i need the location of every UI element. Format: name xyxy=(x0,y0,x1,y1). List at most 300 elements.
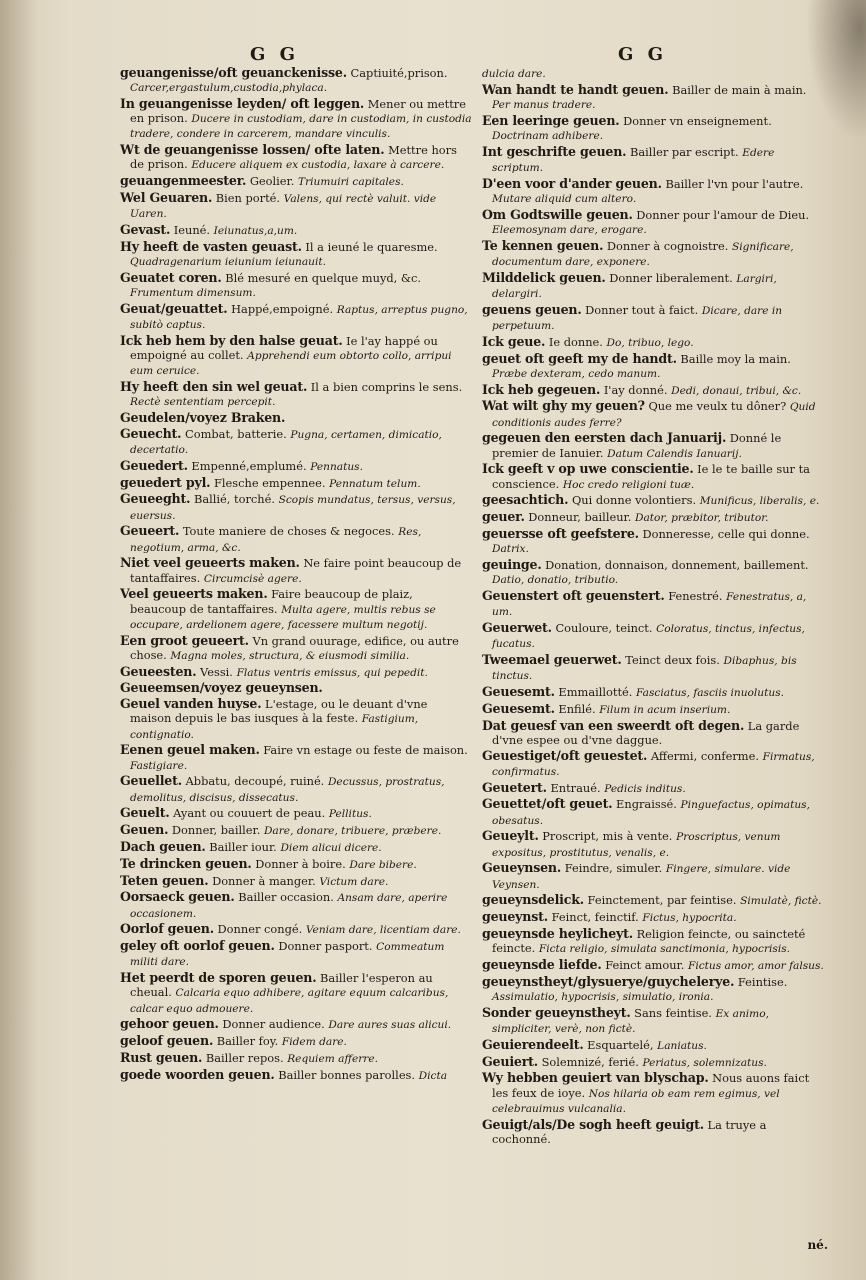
latin-gloss: Diem alicui dicere. xyxy=(280,841,382,854)
latin-gloss: Fidem dare. xyxy=(281,1036,347,1049)
latin-gloss: Munificus, liberalis, e. xyxy=(699,495,820,508)
headword: Geuesemt. xyxy=(482,683,555,699)
dictionary-entry xyxy=(482,781,827,796)
dictionary-entry xyxy=(120,459,472,474)
dictionary-entry xyxy=(120,840,472,855)
french-gloss: Solemnizé, ferié. xyxy=(541,1054,639,1069)
running-head-right: G G xyxy=(618,44,668,65)
latin-gloss: Pugna, certamen, dimicatio, decertatio. xyxy=(130,428,442,456)
headword: geesachtich. xyxy=(482,492,569,508)
headword: goede woorden geuen. xyxy=(120,1066,275,1082)
french-gloss: Ayant ou couuert de peau. xyxy=(173,806,326,821)
headword: Ick geeft v op uwe conscientie. xyxy=(482,461,694,477)
dictionary-entry xyxy=(120,890,472,920)
dictionary-entry xyxy=(482,399,827,429)
dictionary-entry xyxy=(482,1118,827,1146)
headword: Veel geueerts maken. xyxy=(120,586,268,602)
headword: Geuat/geuattet. xyxy=(120,300,228,316)
headword: Geuel vanden huyse. xyxy=(120,696,262,712)
headword: geueynsde liefde. xyxy=(482,956,602,972)
latin-gloss: Requiem afferre. xyxy=(287,1052,378,1065)
french-gloss: Ieuné. xyxy=(173,223,211,237)
dictionary-entry xyxy=(482,975,827,1004)
french-gloss: Teinct deux fois. xyxy=(625,652,720,667)
dictionary-entry xyxy=(120,66,472,95)
headword: Oorsaeck geuen. xyxy=(120,889,235,905)
dictionary-entry xyxy=(482,493,827,508)
headword: Geuigt/als/De sogh heeft geuigt. xyxy=(482,1116,704,1132)
dictionary-entry xyxy=(120,334,472,379)
headword: Om Godtswille geuen. xyxy=(482,206,633,222)
latin-gloss: Multa agere, multis rebus se occupare, ardelionem agere, facessere multum negotij. xyxy=(130,603,436,631)
dictionary-entry xyxy=(120,1068,472,1083)
french-gloss: Esquartelé, xyxy=(587,1037,654,1052)
headword: Een leeringe geuen. xyxy=(482,112,620,128)
headword: geuens geuen. xyxy=(482,301,582,317)
latin-gloss: Pinguefactus, opimatus, obesatus. xyxy=(492,799,810,827)
headword: Hy heeft den sin wel geuat. xyxy=(120,379,308,394)
french-gloss: Blé mesuré en quelque muyd, &c. xyxy=(225,270,422,285)
latin-gloss: Præbe dexteram, cedo manum. xyxy=(492,367,661,380)
french-gloss: Feindre, simuler. xyxy=(564,861,663,876)
french-gloss: Donneur, bailleur. xyxy=(528,510,632,525)
latin-gloss: Ex animo, simpliciter, verè, non fictè. xyxy=(492,1007,769,1035)
french-gloss: Entraué. xyxy=(550,780,601,795)
headword: Geueert. xyxy=(120,523,180,539)
latin-gloss: Circumcisè agere. xyxy=(203,572,302,585)
headword: Hy heeft de vasten geuast. xyxy=(120,238,302,254)
french-gloss: Abbatu, decoupé, ruiné. xyxy=(185,774,325,789)
headword: Geueesten. xyxy=(120,663,197,679)
french-gloss: Couloure, teinct. xyxy=(555,620,653,635)
latin-gloss: Frumentum dimensum. xyxy=(130,287,256,299)
headword: Geuiert. xyxy=(482,1053,538,1069)
latin-gloss: Quid conditionis audes ferre? xyxy=(492,401,816,429)
headword: Dach geuen. xyxy=(120,838,206,854)
latin-gloss: Pennatum telum. xyxy=(329,477,421,490)
headword: Sonder geueynstheyt. xyxy=(482,1004,631,1020)
headword: Geuecht. xyxy=(120,425,182,441)
headword: Wt de geuangenisse lossen/ ofte laten. xyxy=(120,142,385,158)
french-gloss: Emmaillotté. xyxy=(558,684,633,699)
latin-gloss: Nos hilaria ob eam rem egimus, vel celebrauimus vulcanalia. xyxy=(492,1087,780,1115)
headword: Ick heb hem by den halse geuat. xyxy=(120,332,343,348)
headword: geueynst. xyxy=(482,909,548,925)
latin-gloss: Mutare aliquid cum altero. xyxy=(492,193,637,205)
headword: geueynsdelick. xyxy=(482,892,584,908)
french-gloss: Nous auons faict les feux de ioye. xyxy=(492,1071,810,1100)
dictionary-entry xyxy=(120,857,472,872)
latin-gloss: Doctrinam adhibere. xyxy=(492,130,604,142)
latin-gloss: Fastigiare. xyxy=(130,759,188,772)
french-gloss: Donneresse, celle qui donne. xyxy=(642,526,810,541)
headword: Geuerwet. xyxy=(482,619,552,635)
latin-gloss: Proscriptus, venum expositus, prostitutus, venalis, e. xyxy=(492,831,781,859)
dictionary-entry xyxy=(120,774,472,804)
dictionary-entry xyxy=(120,1051,472,1066)
latin-gloss: Firmatus, confirmatus. xyxy=(492,750,815,778)
french-gloss: Bailler repos. xyxy=(205,1050,284,1065)
french-gloss: Sans feintise. xyxy=(634,1005,712,1020)
latin-gloss: Coloratus, tinctus, infectus, fucatus. xyxy=(492,622,805,651)
latin-gloss: Quadragenarium ieiunium ieiunauit. xyxy=(130,256,327,268)
latin-gloss: Calcaria equo adhibere, agitare equum calcaribus, calcar equo admouere. xyxy=(130,987,449,1015)
headword: Te kennen geuen. xyxy=(482,237,604,253)
running-head-left: G G xyxy=(250,44,300,65)
headword: Geuen. xyxy=(120,822,169,838)
dictionary-entry xyxy=(482,1055,827,1070)
french-gloss: Donation, donnaison, donnement, baillement. xyxy=(545,557,809,572)
french-gloss: Feinct amour. xyxy=(605,957,685,972)
headword: Int geschrifte geuen. xyxy=(482,143,627,159)
latin-gloss: Filum in acum inserium. xyxy=(599,703,731,716)
headword: gegeuen den eersten dach Januarij. xyxy=(482,430,727,446)
dictionary-entry xyxy=(482,621,827,651)
latin-gloss: Dare aures suas alicui. xyxy=(328,1019,452,1032)
dictionary-entry xyxy=(120,524,472,554)
french-gloss: Baille moy la main. xyxy=(680,351,791,366)
dictionary-entry xyxy=(482,208,827,237)
headword: Geuettet/oft geuet. xyxy=(482,796,613,812)
dictionary-entry xyxy=(120,380,472,409)
latin-gloss: Datum Calendis Ianuarij. xyxy=(607,447,742,460)
latin-gloss: Datio, donatio, tributio. xyxy=(492,574,619,587)
headword: Rust geuen. xyxy=(120,1049,203,1065)
dictionary-entry xyxy=(120,143,472,172)
french-gloss: Mener ou mettre en prison. xyxy=(130,97,466,126)
dictionary-entry xyxy=(482,510,827,525)
headword: Ick geue. xyxy=(482,333,546,349)
headword: Ick heb gegeuen. xyxy=(482,381,601,397)
dictionary-entry xyxy=(482,702,827,717)
headword: geuer. xyxy=(482,509,525,525)
dictionary-entry xyxy=(482,653,827,683)
latin-gloss: Raptus, arreptus pugno, subitò captus. xyxy=(130,303,468,331)
latin-gloss: Ieiunatus,a,um. xyxy=(213,225,298,237)
french-gloss: Donner à manger. xyxy=(212,873,316,888)
french-gloss: Bailler occasion. xyxy=(238,890,334,905)
dictionary-entry xyxy=(120,806,472,821)
latin-gloss: Per manus tradere. xyxy=(492,99,596,111)
headword: Te drincken geuen. xyxy=(120,855,252,871)
headword: Geueemsen/voyez geueynsen. xyxy=(120,680,323,696)
dictionary-entry xyxy=(482,527,827,556)
headword: Wan handt te handt geuen. xyxy=(482,81,669,97)
french-gloss: Donner audience. xyxy=(222,1017,325,1032)
french-gloss: Donner, bailler. xyxy=(171,823,261,838)
latin-gloss: Fictus amor, amor falsus. xyxy=(688,959,824,972)
dictionary-entry xyxy=(482,1006,827,1036)
latin-gloss: Significare, documentum dare, exponere. xyxy=(492,240,794,268)
french-gloss: Flesche empennee. xyxy=(213,475,326,490)
latin-gloss: Ducere in custodiam, dare in custodiam, in custodia tradere, condere in carcerem, mandare vinculis. xyxy=(130,113,472,141)
dictionary-entry xyxy=(482,431,827,460)
dictionary-entry xyxy=(482,1071,827,1116)
french-gloss: Empenné,emplumé. xyxy=(191,458,307,473)
latin-gloss: Veniam dare, licentiam dare. xyxy=(305,924,461,937)
dictionary-entry xyxy=(120,411,472,425)
latin-gloss: Decussus, prostratus, demolitus, discisus, dissecatus. xyxy=(130,776,445,804)
dictionary-entry xyxy=(120,1034,472,1049)
french-gloss: Bien porté. xyxy=(215,191,281,205)
headword: Een groot geueert. xyxy=(120,632,249,648)
french-gloss: Bailler bonnes parolles. xyxy=(278,1067,416,1082)
french-gloss: Fenestré. xyxy=(668,588,723,603)
latin-gloss: Ansam dare, aperire occasionem. xyxy=(130,892,448,920)
headword: Geuatet coren. xyxy=(120,269,222,285)
french-gloss: Happé,empoigné. xyxy=(231,301,334,316)
dictionary-entry xyxy=(482,589,827,619)
dictionary-entry xyxy=(482,927,827,956)
dictionary-entry xyxy=(120,681,472,695)
latin-gloss: dulcia dare. xyxy=(482,68,546,80)
dictionary-entry xyxy=(482,797,827,827)
dictionary-entry xyxy=(482,177,827,206)
headword: Wat wilt ghy my geuen? xyxy=(482,398,645,414)
french-gloss: Religion feincte, ou saincteté feincte. xyxy=(492,926,806,956)
french-gloss: Bailler iour. xyxy=(209,839,277,854)
latin-gloss: Eleemosynam dare, erogare. xyxy=(492,224,647,236)
dictionary-entry xyxy=(120,939,472,969)
dictionary-entry xyxy=(120,823,472,838)
french-gloss: Vn grand ouurage, edifice, ou autre chose. xyxy=(130,633,459,662)
french-gloss: Enfilé. xyxy=(558,701,596,716)
headword: Milddelick geuen. xyxy=(482,269,606,285)
latin-gloss: Ficta religio, simulata sanctimonia, hypocrisis. xyxy=(538,943,791,956)
dictionary-entry xyxy=(482,114,827,143)
headword: geuangenmeester. xyxy=(120,173,247,189)
dictionary-entry xyxy=(482,239,827,269)
dictionary-entry xyxy=(482,861,827,891)
french-gloss: Ie le te baille sur ta conscience. xyxy=(492,462,810,491)
headword: Wel Geuaren. xyxy=(120,190,213,205)
headword: Geueylt. xyxy=(482,828,539,844)
headword: Geuesemt. xyxy=(482,700,555,716)
latin-gloss: Res, negotium, arma, &c. xyxy=(130,526,422,554)
latin-gloss: Do, tribuo, lego. xyxy=(606,336,694,349)
latin-gloss: Dicta xyxy=(418,1069,448,1082)
headword: geuet oft geeft my de handt. xyxy=(482,350,677,366)
french-gloss: Toute maniere de choses & negoces. xyxy=(182,524,395,539)
french-gloss: Faire vn estage ou feste de maison. xyxy=(263,743,468,758)
headword: Eenen geuel maken. xyxy=(120,742,260,758)
headword: geuedert pyl. xyxy=(120,474,211,490)
dictionary-entry xyxy=(120,1017,472,1032)
french-gloss: Feinctement, par feintise. xyxy=(587,893,737,908)
headword: geuangenisse/oft geuanckenisse. xyxy=(120,65,347,80)
french-gloss: Mettre hors de prison. xyxy=(130,143,457,172)
latin-gloss: Scopis mundatus, tersus, versus, euersus. xyxy=(130,494,456,522)
latin-gloss: Educere aliquem ex custodia, laxare à carcere. xyxy=(191,159,445,172)
latin-gloss: Periatus, solemnizatus. xyxy=(642,1056,767,1069)
headword: geuersse oft geefstere. xyxy=(482,525,639,541)
latin-gloss: Pellitus. xyxy=(328,808,372,821)
dictionary-entry xyxy=(482,462,827,491)
french-gloss: Donner liberalement. xyxy=(609,270,733,285)
latin-gloss: Assimulatio, hypocrisis, simulatio, ironia. xyxy=(492,990,714,1003)
french-gloss: Bailler l'esperon au cheual. xyxy=(130,971,433,1000)
french-gloss: Ballié, torché. xyxy=(193,492,275,507)
latin-gloss: Carcer,ergastulum,custodia,phylaca. xyxy=(130,82,328,95)
french-gloss: Donner pasport. xyxy=(278,939,373,954)
headword: geuinge. xyxy=(482,556,542,572)
dictionary-entry xyxy=(120,874,472,889)
headword: Geuelt. xyxy=(120,805,170,821)
headword: Het peerdt de sporen geuen. xyxy=(120,970,317,986)
dictionary-entry xyxy=(482,335,827,350)
french-gloss: Donner à boire. xyxy=(255,856,346,871)
latin-gloss: Largiri, delargiri. xyxy=(492,272,777,300)
french-gloss: Donner tout à faict. xyxy=(585,302,699,317)
headword: Geueeght. xyxy=(120,491,191,507)
latin-gloss: Fasciatus, fasciis inuolutus. xyxy=(636,686,785,699)
latin-gloss: Triumuiri capitales. xyxy=(298,176,404,189)
headword: D'een voor d'ander geuen. xyxy=(482,175,662,191)
french-gloss: Il a bien comprins le sens. xyxy=(310,380,463,394)
dictionary-entry xyxy=(482,829,827,859)
french-gloss: Donner vn enseignement. xyxy=(623,113,772,128)
headword: Wy hebben geuiert van blyschap. xyxy=(482,1070,709,1086)
latin-gloss: Simulatè, fictè. xyxy=(740,895,822,908)
latin-gloss: Laniatus. xyxy=(657,1039,707,1052)
french-gloss: Affermi, conferme. xyxy=(650,748,759,763)
latin-gloss: Fenestratus, a, um. xyxy=(492,590,807,619)
latin-gloss: Fastigium, contignatio. xyxy=(130,713,419,741)
headword: geley oft oorlof geuen. xyxy=(120,938,275,954)
french-gloss: Feintise. xyxy=(737,974,788,989)
dictionary-entry xyxy=(120,427,472,457)
french-gloss: Engraissé. xyxy=(616,797,677,812)
dictionary-entry xyxy=(120,492,472,522)
latin-gloss: Edere scriptum. xyxy=(492,146,775,174)
dictionary-entry xyxy=(482,66,827,81)
french-gloss: La truye a cochonné. xyxy=(492,1117,767,1146)
french-gloss: Geolier. xyxy=(249,174,295,189)
latin-gloss: Dare, donare, tribuere, præbere. xyxy=(263,825,442,838)
french-gloss: Faire beaucoup de plaiz, beaucoup de tantaffaires. xyxy=(130,587,413,616)
headword: Geuedert. xyxy=(120,457,188,473)
french-gloss: Proscript, mis à vente. xyxy=(542,829,673,844)
french-gloss: Captiuité,prison. xyxy=(350,66,448,80)
latin-gloss: Datrix. xyxy=(492,543,529,556)
dictionary-entry xyxy=(120,665,472,680)
dictionary-entry xyxy=(120,97,472,142)
dictionary-entry xyxy=(482,383,827,398)
headword: geueynsde heylicheyt. xyxy=(482,925,633,941)
latin-gloss: Fingere, simulare. vide Veynsen. xyxy=(492,863,791,891)
dictionary-entry xyxy=(482,910,827,925)
latin-gloss: Flatus ventris emissus, qui pepedit. xyxy=(236,666,428,679)
headword: Teten geuen. xyxy=(120,872,209,888)
left-column xyxy=(120,66,472,1085)
latin-gloss: Hoc credo religioni tuæ. xyxy=(562,478,695,491)
dictionary-entry xyxy=(120,191,472,221)
french-gloss: Vessi. xyxy=(200,664,233,679)
dictionary-entry xyxy=(120,223,472,238)
headword: Geuellet. xyxy=(120,773,182,789)
latin-gloss: Pedicis inditus. xyxy=(604,782,686,795)
dictionary-entry xyxy=(482,685,827,700)
gutter-shadow xyxy=(0,0,38,1280)
headword: geueynstheyt/glysuerye/guychelerye. xyxy=(482,973,735,989)
dictionary-entry xyxy=(120,697,472,742)
french-gloss: Ie donne. xyxy=(548,334,603,349)
dictionary-entry xyxy=(482,749,827,779)
dictionary-entry xyxy=(482,83,827,112)
latin-gloss: Victum dare. xyxy=(319,875,389,888)
french-gloss: Donner pour l'amour de Dieu. xyxy=(636,207,810,222)
dictionary-entry xyxy=(482,958,827,973)
french-gloss: Ie l'ay happé ou empoigné au collet. xyxy=(130,333,438,362)
dictionary-entry xyxy=(482,271,827,301)
dictionary-entry xyxy=(120,971,472,1016)
dictionary-entry xyxy=(120,587,472,632)
dictionary-entry xyxy=(120,922,472,937)
french-gloss: Combat, batterie. xyxy=(185,426,287,441)
headword: Dat geuesf van een sweerdt oft degen. xyxy=(482,717,745,733)
latin-gloss: Commeatum militi dare. xyxy=(130,941,445,969)
dictionary-entry xyxy=(482,893,827,908)
dictionary-entry xyxy=(120,302,472,332)
headword: Geuierendeelt. xyxy=(482,1036,584,1052)
headword: Geuestiget/oft geuestet. xyxy=(482,747,648,763)
french-gloss: Bailler l'vn pour l'autre. xyxy=(665,176,804,191)
french-gloss: L'estage, ou le deuant d'vne maison depuis le bas iusques à la feste. xyxy=(130,697,428,726)
headword: Geuetert. xyxy=(482,779,547,795)
latin-gloss: Valens, qui rectè valuit. vide Uaren. xyxy=(130,193,437,221)
dictionary-entry xyxy=(482,352,827,381)
headword: Oorlof geuen. xyxy=(120,921,214,937)
french-gloss: Donner à cognoistre. xyxy=(606,238,729,253)
french-gloss: Donné le premier de Ianuier. xyxy=(492,431,782,460)
latin-gloss: Pennatus. xyxy=(310,460,363,473)
french-gloss: Il a ieuné le quaresme. xyxy=(305,239,438,254)
dictionary-entry xyxy=(120,240,472,269)
headword: gehoor geuen. xyxy=(120,1016,219,1032)
french-gloss: Bailler par escript. xyxy=(630,144,739,159)
headword: Niet veel geueerts maken. xyxy=(120,555,300,571)
headword: Geudelen/voyez Braken. xyxy=(120,410,286,425)
latin-gloss: Fictus, hypocrita. xyxy=(642,912,737,925)
dictionary-entry xyxy=(482,145,827,175)
headword: geloof geuen. xyxy=(120,1033,214,1049)
dictionary-entry xyxy=(120,743,472,772)
french-gloss: La garde d'vne espee ou d'vne daggue. xyxy=(492,718,800,747)
right-column xyxy=(482,66,827,1148)
french-gloss: Qui donne volontiers. xyxy=(571,493,697,508)
headword: Geuenstert oft geuenstert. xyxy=(482,587,665,603)
dictionary-entry xyxy=(120,556,472,585)
dictionary-entry xyxy=(482,303,827,333)
latin-gloss: Dicare, dare in perpetuum. xyxy=(492,304,783,332)
french-gloss: Que me veulx tu dôner? xyxy=(648,399,787,414)
french-gloss: Bailler foy. xyxy=(216,1034,279,1049)
headword: Tweemael geuerwet. xyxy=(482,651,622,667)
latin-gloss: Rectè sententiam percepit. xyxy=(130,396,276,409)
latin-gloss: Magna moles, structura, & eiusmodi similia. xyxy=(170,649,410,662)
dictionary-entry xyxy=(120,174,472,189)
latin-gloss: Dator, præbitor, tributor. xyxy=(634,512,769,525)
dictionary-entry xyxy=(482,1038,827,1053)
dictionary-entry xyxy=(482,558,827,587)
headword: In geuangenisse leyden/ oft leggen. xyxy=(120,96,365,111)
dictionary-entry xyxy=(482,719,827,747)
headword: Geueynsen. xyxy=(482,860,562,876)
catchword: né. xyxy=(807,1238,828,1252)
dictionary-entry xyxy=(120,634,472,663)
latin-gloss: Dedi, donaui, tribui, &c. xyxy=(671,384,802,397)
french-gloss: Feinct, feinctif. xyxy=(551,910,639,925)
